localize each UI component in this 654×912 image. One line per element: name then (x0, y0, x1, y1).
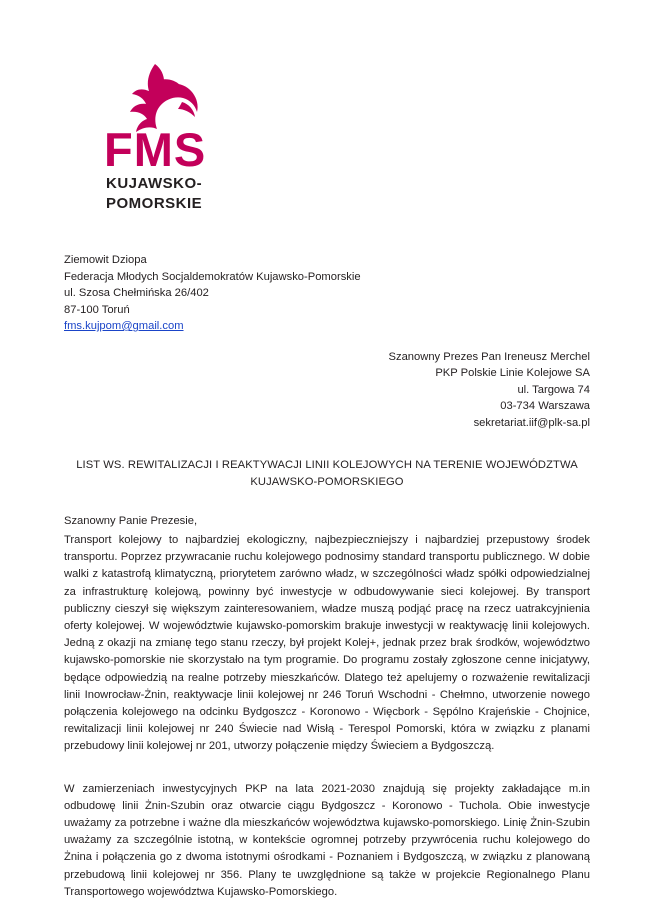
fms-wordmark: FMS (104, 123, 207, 176)
fms-logo-graphic (94, 58, 244, 218)
logo-subtitle-line2: POMORSKIE (106, 195, 203, 212)
letter-title-line1: LIST WS. REWITALIZACJI I REAKTYWACJI LINII KOLEJOWYCH NA TERENIE WOJEWÓDZTWA (76, 459, 578, 471)
sender-organization: Federacja Młodych Socjaldemokratów Kujawsko-Pomorskie (64, 270, 361, 283)
body-paragraph-2: W zamierzeniach inwestycyjnych PKP na lata 2021-2030 znajdują się projekty zakładające m.in odbudowę linii Żnin-Szubin oraz otwarcie ciągu Bydgoszcz - Koronowo - Tuchola. Obie inwestycje uważamy za potrzebne i ważne dla mieszkańców województwa kujawsko-pomorskiego. Linię Żnin-Szubin uważamy za szczególnie istotną, w kontekście ogromnej potrzeby przywrócenia ruchu kolejowego do Żnina i połączenia go z dwoma istotnymi ośrodkami - Poznaniem i Bydgoszczą, w związku z planowaną przebudową linii kolejowej nr 356. Plany te uwzględnione są także w projekcie Regionalnego Planu Transportowego województwa Kujawsko-Pomorskiego. (64, 782, 590, 898)
eagle-icon (130, 64, 198, 132)
recipient-name: Szanowny Prezes Pan Ireneusz Merchel (388, 350, 590, 363)
fms-logo (64, 0, 294, 218)
sender-address-block (64, 252, 590, 335)
body-paragraph-1: Transport kolejowy to najbardziej ekologiczny, najbezpieczniejszy i najbardziej przepustowy środek transportu. Poprzez przywracanie ruchu kolejowego podnosimy standard transportu publicznego. W dobie walki z katastrofą klimatyczną, priorytetem zarówno władz, w szczególności władz spółki odpowiedzialnej za infrastrukturę kolejową, powinny być inwestycje w odbudowywanie sieci kolejowej. By transport publiczny cieszył się większym zainteresowaniem, władze muszą podjąć pracę na rzecz uatrakcyjnienia oferty kolejowej. W województwie kujawsko-pomorskim brakuje inwestycji w reaktywację linii kolejowych. Jedną z okazji na zmianę tego stanu rzeczy, był projekt Kolej+, jednak przez brak środków, województwo kujawsko-pomorskie nie skorzystało na tym programie. Do programu zostały zgłoszone cenne inicjatywy, będące odpowiedzią na realne potrzeby mieszkańców. Dlatego też apelujemy o rozważenie rewitalizacji linii Inowrocław-Żnin, reaktywacje linii kolejowej nr 246 Toruń Wschodni - Chełmno, utworzenie nowego połączenia kolejowego na odcinku Bydgoszcz - Koronowo - Więcbork - Sępólno Krajeńskie - Chojnice, rewitalizacji linii kolejowej nr 240 Świecie nad Wisłą - Terespol Pomorski, która w związku z planami przebudowy linii kolejowej nr 201, utworzy połączenie między Świeciem a Bydgoszczą. (64, 534, 590, 753)
sender-email-link[interactable]: fms.kujpom@gmail.com (64, 320, 184, 332)
letter-title-line2: KUJAWSKO-POMORSKIEGO (250, 476, 404, 488)
recipient-email: sekretariat.iif@plk-sa.pl (473, 416, 590, 429)
recipient-company: PKP Polskie Linie Kolejowe SA (435, 367, 590, 379)
letter-title (64, 457, 590, 491)
recipient-city: 03-734 Warszawa (500, 400, 590, 412)
salutation: Szanowny Panie Prezesie, (64, 515, 198, 527)
recipient-street: ul. Targowa 74 (517, 383, 590, 396)
sender-street: ul. Szosa Chełmińska 26/402 (64, 287, 209, 299)
sender-city: 87-100 Toruń (64, 303, 130, 316)
logo-subtitle-line1: KUJAWSKO- (106, 175, 203, 192)
sender-name: Ziemowit Dziopa (64, 254, 147, 266)
recipient-address-block (64, 349, 590, 432)
